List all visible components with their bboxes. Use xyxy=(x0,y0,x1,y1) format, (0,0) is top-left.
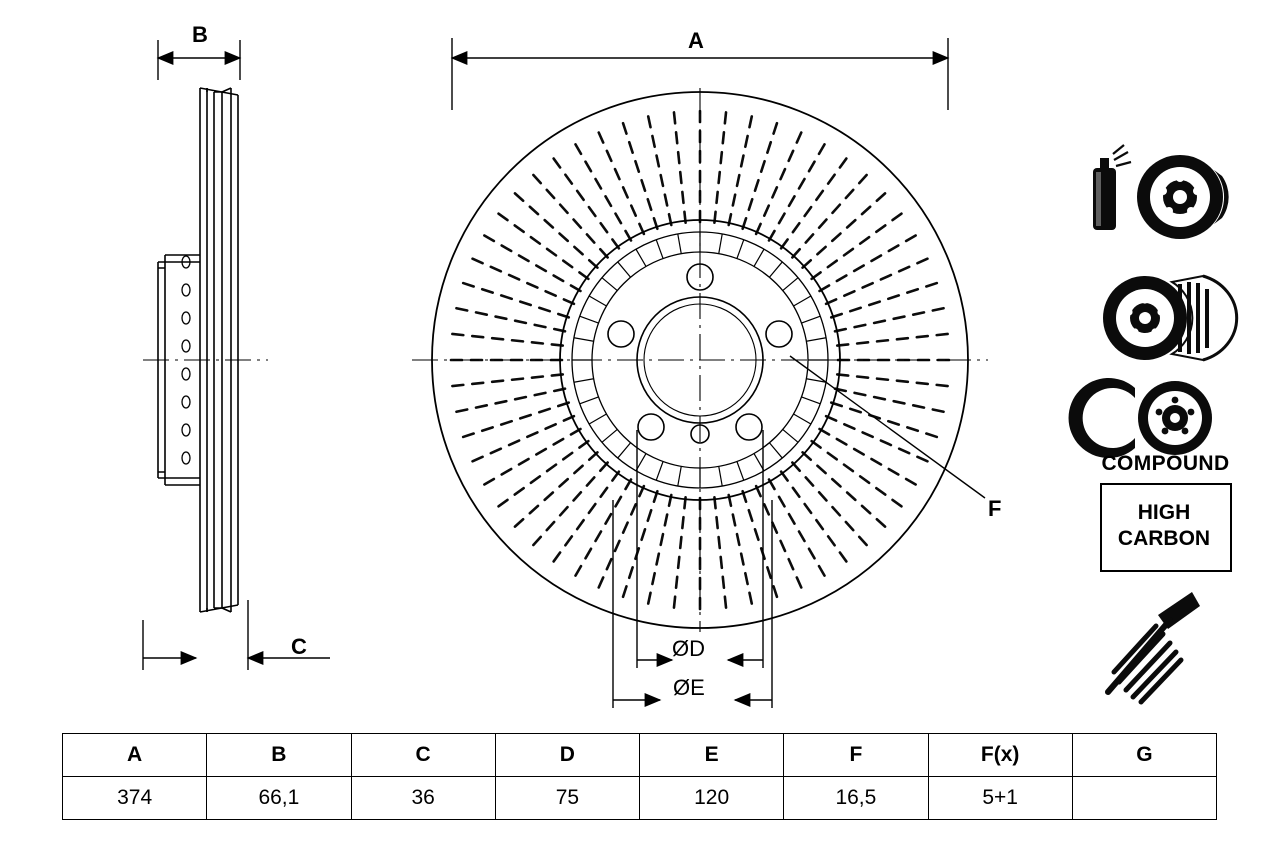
table-cell-D: 75 xyxy=(495,777,639,820)
screw-icon xyxy=(1108,592,1200,702)
table-header-row xyxy=(63,734,1217,777)
vented-disc-icon xyxy=(1103,276,1237,360)
table-header-C: C xyxy=(351,734,495,777)
label-C: C xyxy=(291,634,307,659)
table-header-A: A xyxy=(63,734,207,777)
high-carbon-badge-label xyxy=(1100,500,1228,552)
compound-badge-label: COMPOUND xyxy=(1101,452,1230,475)
high-carbon-line2: CARBON xyxy=(1117,527,1211,550)
table-row xyxy=(63,777,1217,820)
table-cell-E: 120 xyxy=(640,777,784,820)
label-B: B xyxy=(192,22,208,47)
table-cell-C: 36 xyxy=(351,777,495,820)
table-header-B: B xyxy=(207,734,351,777)
label-A: A xyxy=(688,28,704,53)
table-header-E: E xyxy=(640,734,784,777)
spray-coating-disc-icon xyxy=(1093,145,1229,239)
table-cell-B: 66,1 xyxy=(207,777,351,820)
label-F: F xyxy=(988,496,1002,521)
table-header-F: F xyxy=(784,734,928,777)
table-cell-F: 16,5 xyxy=(784,777,928,820)
dimension-table xyxy=(62,733,1217,820)
table-header-Fx: F(x) xyxy=(928,734,1072,777)
label-D: ØD xyxy=(672,636,705,661)
table-cell-Fx: 5+1 xyxy=(928,777,1072,820)
table-cell-G xyxy=(1072,777,1216,820)
table-cell-A: 374 xyxy=(63,777,207,820)
compound-disc-icon xyxy=(1069,378,1212,458)
table-header-G: G xyxy=(1072,734,1216,777)
high-carbon-line1: HIGH xyxy=(1137,501,1191,524)
table-header-D: D xyxy=(495,734,639,777)
label-E: ØE xyxy=(673,675,705,700)
